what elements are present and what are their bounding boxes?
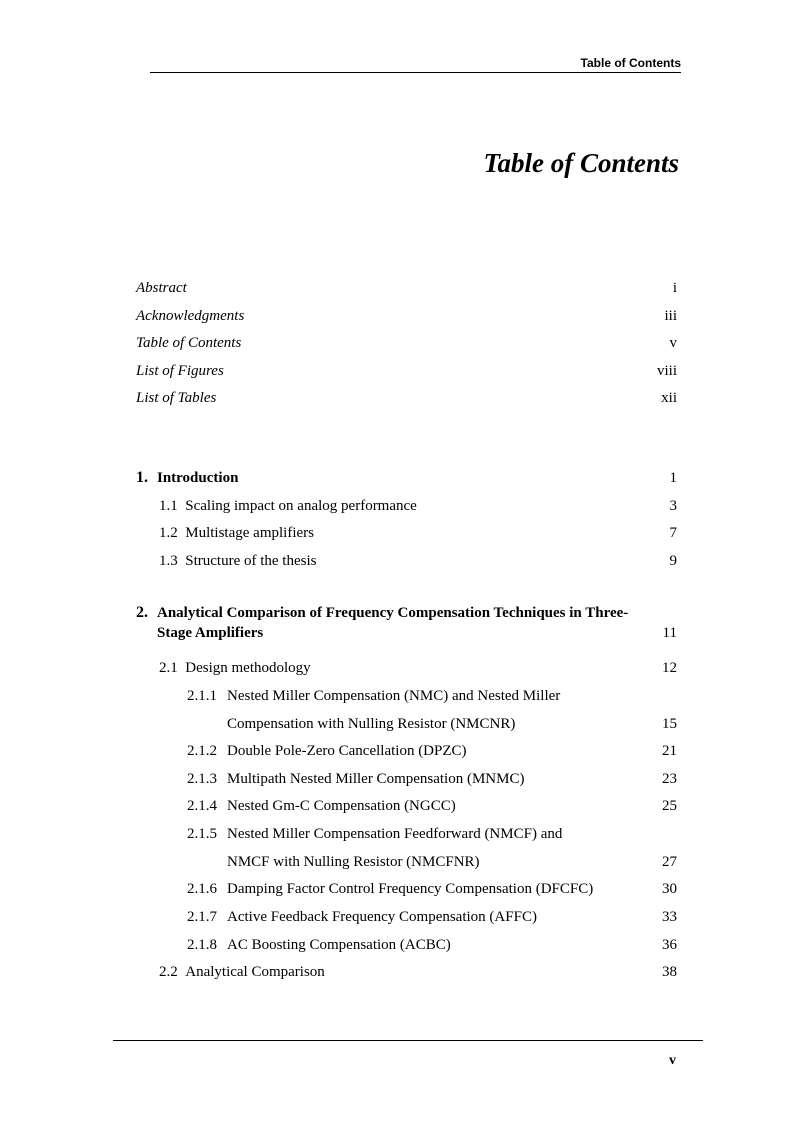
toc-label: 1.2 Multistage amplifiers <box>159 525 314 541</box>
toc-label: List of Tables <box>136 390 217 406</box>
toc-entry-subsection-2-1-2[interactable] <box>187 741 677 761</box>
toc-page: 23 <box>662 771 677 787</box>
toc-entry-abstract[interactable] <box>136 278 677 298</box>
toc-label: Stage Amplifiers <box>157 625 264 641</box>
toc-entry-list-of-figures[interactable] <box>136 361 677 381</box>
toc-label: Abstract <box>136 280 187 296</box>
toc-label: Acknowledgments <box>136 308 245 324</box>
toc-entry-subsection-2-1-4[interactable] <box>187 796 677 816</box>
toc-entry-acknowledgments[interactable] <box>136 306 677 326</box>
toc-page: viii <box>656 363 677 379</box>
toc-label: 2.1.4 Nested Gm-C Compensation (NGCC) <box>187 798 456 814</box>
toc-entry-chapter-1[interactable] <box>157 468 677 488</box>
toc-page: 9 <box>669 553 677 569</box>
running-head: Table of Contents <box>580 56 681 70</box>
subsection-2-1-1-number: 2.1.1 <box>187 688 217 704</box>
toc-label: 1.3 Structure of the thesis <box>159 553 317 569</box>
toc-entry-chapter-2[interactable] <box>157 623 677 643</box>
page-number: v <box>669 1053 676 1068</box>
toc-page: 38 <box>662 964 677 980</box>
toc-label: 2.1.8 AC Boosting Compensation (ACBC) <box>187 937 451 953</box>
toc-label: List of Figures <box>136 363 224 379</box>
toc-page: 7 <box>669 525 677 541</box>
toc-page: 15 <box>662 716 677 732</box>
toc-page: 11 <box>662 625 677 641</box>
toc-label: NMCF with Nulling Resistor (NMCFNR) <box>227 854 480 870</box>
footer-rule <box>113 1040 703 1041</box>
toc-entry-table-of-contents[interactable] <box>136 333 677 353</box>
chapter-2-title-line1[interactable]: Analytical Comparison of Frequency Compensation Techniques in Three- <box>157 605 629 621</box>
toc-page: v <box>669 335 677 351</box>
toc-label: Table of Contents <box>136 335 242 351</box>
toc-label: Compensation with Nulling Resistor (NMCNR) <box>227 716 516 732</box>
toc-label: 2.1.2 Double Pole-Zero Cancellation (DPZC) <box>187 743 467 759</box>
toc-label: 2.1.3 Multipath Nested Miller Compensation (MNMC) <box>187 771 525 787</box>
chapter-1-number: 1. <box>136 469 148 486</box>
header-rule <box>150 72 681 73</box>
toc-entry-subsection-2-1-1[interactable] <box>227 714 677 734</box>
toc-page: 3 <box>669 498 677 514</box>
chapter-2-number: 2. <box>136 604 148 621</box>
toc-entry-section-1-1[interactable] <box>159 496 677 516</box>
subsection-2-1-5-title-line1[interactable]: Nested Miller Compensation Feedforward (NMCF) and <box>227 826 563 842</box>
toc-entry-section-1-3[interactable] <box>159 551 677 571</box>
toc-label: Introduction <box>157 470 239 486</box>
toc-page: 33 <box>662 909 677 925</box>
toc-entry-section-2-1[interactable] <box>159 658 677 678</box>
toc-page: xii <box>661 390 677 406</box>
toc-page: 1 <box>669 470 677 486</box>
toc-label: 2.1 Design methodology <box>159 660 311 676</box>
toc-label: 1.1 Scaling impact on analog performance <box>159 498 417 514</box>
subsection-2-1-1-title-line1[interactable]: Nested Miller Compensation (NMC) and Nested Miller <box>227 688 561 704</box>
toc-page: 21 <box>662 743 677 759</box>
toc-entry-list-of-tables[interactable] <box>136 388 677 408</box>
toc-entry-subsection-2-1-6[interactable] <box>187 879 677 899</box>
toc-label: 2.2 Analytical Comparison <box>159 964 325 980</box>
toc-entry-section-2-2[interactable] <box>159 962 677 982</box>
toc-entry-subsection-2-1-5[interactable] <box>227 852 677 872</box>
toc-page: 30 <box>662 881 677 897</box>
toc-page: 25 <box>662 798 677 814</box>
toc-label: 2.1.6 Damping Factor Control Frequency Compensation (DFCFC) <box>187 881 594 897</box>
toc-entry-section-1-2[interactable] <box>159 523 677 543</box>
toc-page: iii <box>664 308 677 324</box>
toc-page: 36 <box>662 937 677 953</box>
toc-entry-subsection-2-1-8[interactable] <box>187 935 677 955</box>
page-title: Table of Contents <box>483 148 679 178</box>
subsection-2-1-5-number: 2.1.5 <box>187 826 217 842</box>
toc-page: i <box>672 280 677 296</box>
toc-entry-subsection-2-1-3[interactable] <box>187 769 677 789</box>
toc-page: 12 <box>662 660 677 676</box>
toc-label: 2.1.7 Active Feedback Frequency Compensation (AFFC) <box>187 909 537 925</box>
toc-entry-subsection-2-1-7[interactable] <box>187 907 677 927</box>
toc-page: 27 <box>662 854 677 870</box>
